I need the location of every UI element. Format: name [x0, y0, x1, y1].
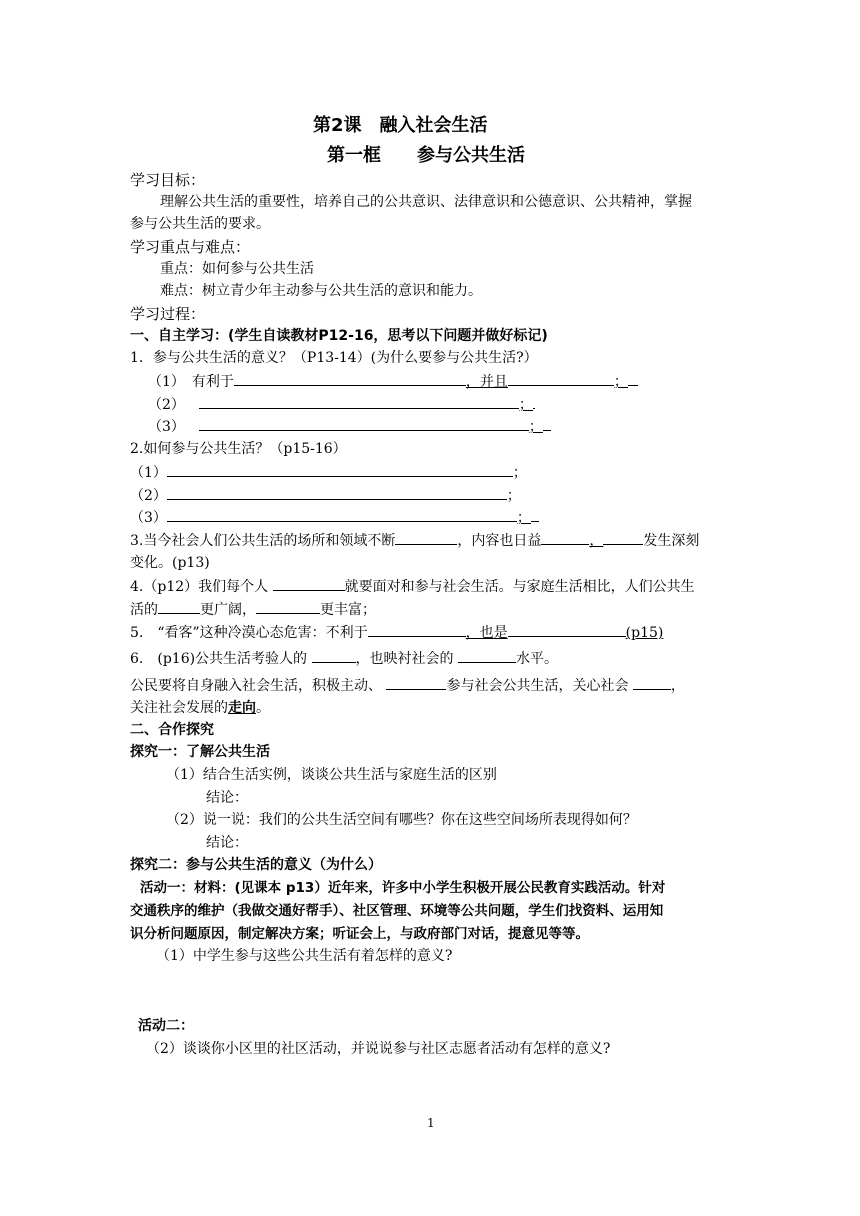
answer-end: ； — [516, 510, 531, 526]
answer-blank[interactable] — [628, 371, 638, 386]
q2-answer-1 — [130, 462, 527, 483]
q4-text: 就要面对和参与社会生活。与家庭生活相比，人们公共生 — [344, 579, 695, 595]
q3-text: ， — [589, 533, 604, 549]
answer-blank[interactable] — [508, 371, 614, 386]
objectives-heading: 学习目标： — [130, 171, 206, 189]
explore1-conclusion2: 结论： — [206, 835, 248, 851]
question-3 — [130, 530, 699, 551]
citizen-statement — [130, 675, 685, 696]
answer-blank[interactable] — [368, 622, 466, 637]
answer-blank[interactable] — [312, 648, 356, 663]
answer-end: ； — [506, 488, 521, 504]
answer-blank[interactable] — [543, 416, 551, 431]
answer-blank[interactable] — [531, 507, 539, 522]
q6-text: 水平。 — [515, 651, 558, 667]
question-4-line2 — [130, 599, 376, 620]
activity1-material-line1: 活动一：材料：(见课本 p13）近年来，许多中小学生积极开展公民教育实践活动。针对 — [140, 880, 666, 896]
q3-text: ，内容也日益 — [457, 533, 542, 549]
answer-blank[interactable] — [395, 530, 457, 545]
question-2: 2.如何参与公共生活？（p15-16） — [130, 441, 347, 457]
answer-label: （1） 有利于 — [148, 374, 234, 390]
answer-blank[interactable] — [158, 599, 200, 614]
answer-blank[interactable] — [508, 622, 626, 637]
question-6 — [130, 648, 558, 669]
answer-label: （2） — [148, 397, 185, 413]
coop-heading: 二、合作探究 — [130, 722, 214, 738]
explore1-conclusion1: 结论： — [206, 790, 248, 806]
citizen-text: ， — [670, 678, 685, 694]
answer-blank[interactable] — [256, 599, 320, 614]
answer-label: （2） — [130, 488, 167, 504]
explore1-item2: （2）说一说：我们的公共生活空间有哪些？你在这些空间场所表现得如何？ — [166, 812, 637, 828]
answer-blank[interactable] — [167, 485, 507, 500]
process-heading: 学习过程： — [130, 305, 206, 323]
q4-text: 更广阔， — [200, 602, 256, 618]
answer-blank[interactable] — [199, 416, 529, 431]
objectives-text-line2: 参与公共生活的要求。 — [130, 216, 270, 232]
question-1: 1．参与公共生活的意义？（P13-14）(为什么要参与公共生活?） — [130, 350, 538, 366]
citizen-text: 关注社会发展的 — [130, 700, 228, 716]
explore1-heading: 探究一：了解公共生活 — [130, 744, 270, 760]
q2-answer-3 — [130, 507, 539, 528]
activity1-material-line3: 识分析问题原因，制定解决方案；听证会上，与政府部门对话，提意见等等。 — [130, 926, 589, 942]
objectives-text-line1: 理解公共生活的重要性，培养自己的公共意识、法律意识和公德意识、公共精神，掌握 — [160, 194, 692, 210]
q1-answer-2 — [148, 394, 535, 415]
question-5 — [130, 622, 663, 643]
q5-text: ，也是 — [465, 625, 508, 641]
q6-text: 6. (p16)公共生活考验人的 — [130, 651, 312, 667]
citizen-text: 。 — [256, 700, 270, 716]
question-4 — [130, 576, 695, 597]
explore1-item1: （1）结合生活实例，谈谈公共生活与家庭生活的区别 — [166, 767, 497, 783]
answer-blank[interactable] — [386, 675, 446, 690]
answer-blank[interactable] — [273, 576, 345, 591]
q5-text: 5. “看客”这种冷漠心态危害：不利于 — [130, 625, 368, 641]
activity2-heading: 活动二： — [138, 1018, 194, 1034]
answer-blank[interactable] — [633, 675, 671, 690]
citizen-text: 参与社会公共生活，关心社会 — [446, 678, 633, 694]
activity1-material-line2: 交通秩序的维护（我做交通好帮手）、社区管理、环境等公共问题，学生们找资料、运用知 — [130, 903, 664, 919]
answer-end: ； — [528, 419, 543, 435]
page-number: 1 — [427, 1116, 435, 1130]
answer-label: （1） — [130, 465, 167, 481]
answer-connector: ，并且 — [465, 374, 508, 390]
q1-answer-1 — [148, 371, 638, 392]
q4-text: 4.（p12）我们每个人 — [130, 579, 273, 595]
q3-text: 发生深刻 — [643, 533, 700, 549]
activity1-question: （1）中学生参与这些公共生活有着怎样的意义? — [156, 948, 453, 964]
answer-blank[interactable] — [167, 462, 513, 477]
answer-blank[interactable] — [458, 648, 516, 663]
answer-end: ； — [512, 465, 527, 481]
answer-blank[interactable] — [541, 530, 589, 545]
citizen-text: 公民要将自身融入社会生活，积极主动、 — [130, 678, 387, 694]
self-study-heading: 一、自主学习：(学生自读教材P12-16，思考以下问题并做好标记) — [130, 328, 548, 344]
answer-end: ； — [518, 397, 533, 413]
page-title: 第2课 融入社会生活 — [313, 115, 488, 136]
key-difficulty: 难点：树立青少年主动参与公共生活的意识和能力。 — [160, 283, 482, 299]
answer-label: （3） — [148, 419, 185, 435]
q2-answer-2 — [130, 485, 521, 506]
page-subtitle: 第一框 参与公共生活 — [327, 145, 525, 166]
q5-page-ref: (p15) — [625, 625, 664, 641]
q1-answer-3 — [148, 416, 551, 437]
answer-label: （3） — [130, 510, 167, 526]
q3-text: 3.当今社会人们公共生活的场所和领域不断 — [130, 533, 396, 549]
answer-blank[interactable] — [167, 507, 517, 522]
answer-blank[interactable] — [199, 394, 519, 409]
question-3-line2: 变化。(p13) — [130, 555, 210, 571]
explore2-heading: 探究二：参与公共生活的意义（为什么） — [130, 857, 382, 873]
citizen-emphasis: 走向 — [228, 700, 256, 716]
q4-text: 活的 — [130, 602, 158, 618]
key-points-heading: 学习重点与难点： — [130, 238, 251, 256]
activity2-question: （2）谈谈你小区里的社区活动，并说说参与社区志愿者活动有怎样的意义? — [146, 1041, 611, 1057]
q4-text: 更丰富； — [320, 602, 376, 618]
answer-blank[interactable] — [533, 394, 535, 409]
citizen-statement-line2 — [130, 698, 270, 718]
answer-end: ； — [613, 374, 628, 390]
answer-blank[interactable] — [603, 530, 643, 545]
answer-blank[interactable] — [234, 371, 466, 386]
q6-text: ，也映衬社会的 — [355, 651, 458, 667]
key-focus: 重点：如何参与公共生活 — [160, 261, 314, 277]
